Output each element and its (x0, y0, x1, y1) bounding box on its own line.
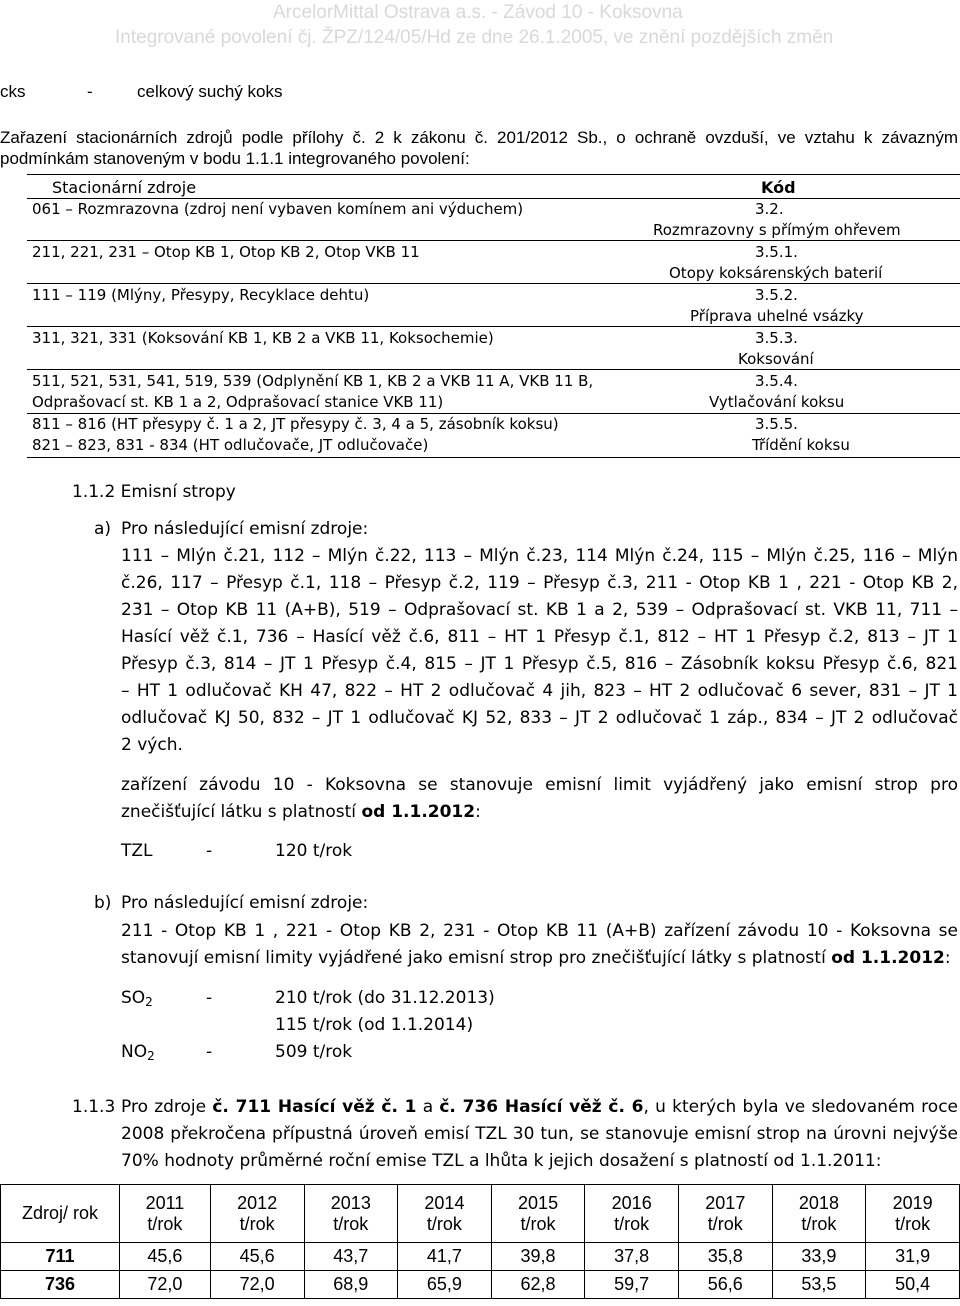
year-header: 2013 t/rok (304, 1185, 398, 1243)
source-row-5-label-1: 511, 521, 531, 541, 519, 539 (Odplynění KB 1, KB 2 a VKB 11 A, VKB 11 B, (32, 372, 594, 390)
value-cell: 45,6 (120, 1243, 211, 1271)
source-row-6-label-1: 811 – 816 (HT přesypy č. 1 a 2, JT přesypy č. 3, 4 a 5, zásobník koksu) (32, 415, 559, 433)
item-a-line: Přesyp č.3, 814 – JT 1 Přesyp č.4, 815 – JT 1 Přesyp č.5, 816 – Zásobník koksu Přesyp č.6, 821 (121, 654, 958, 674)
emission-table-header-row (1, 1185, 960, 1243)
emission-table-row (1, 1243, 960, 1271)
item-b-line-2 (121, 948, 951, 968)
source-row-4-desc: Koksování (738, 350, 814, 368)
year-header: 2015 t/rok (491, 1185, 585, 1243)
value-cell: 53,5 (772, 1271, 866, 1299)
section-113-line-2: 2008 překročena přípustná úroveň emisí TZL 30 tun, se stanovuje emisní strop na úrovni nejvýše (121, 1124, 958, 1144)
value-cell: 31,9 (866, 1243, 960, 1271)
item-a-line: 111 – Mlýn č.21, 112 – Mlýn č.22, 113 – Mlýn č.23, 114 Mlýn č.24, 115 – Mlýn č.25, 116 – Mlýn (121, 546, 958, 566)
value-cell: 50,4 (866, 1271, 960, 1299)
value-cell: 35,8 (679, 1243, 773, 1271)
item-a-line: 231 – Otop KB 11 (A+B), 519 – Odprašovací st. KB 1 a 2, 539 – Odprašovací st. VKB 11, 711 – (121, 600, 958, 620)
abbr-dash: - (87, 82, 93, 101)
value-cell: 37,8 (585, 1243, 679, 1271)
year-header: 2017 t/rok (679, 1185, 773, 1243)
value-cell: 62,8 (491, 1271, 585, 1299)
emission-table (0, 1184, 960, 1299)
tzl-name: TZL (121, 841, 153, 861)
tzl-value: 120 t/rok (275, 841, 353, 861)
value-cell: 72,0 (210, 1271, 304, 1299)
intro-line-2: podmínkám stanoveným v bodu 1.1.1 integrovaného povolení: (0, 149, 470, 168)
source-row-6-desc: Třídění koksu (752, 436, 850, 454)
item-b-line-1: 211 - Otop KB 1 , 221 - Otop KB 2, 231 - Otop KB 11 (A+B) zařízení závodu 10 - Koksovna se (121, 921, 958, 941)
so2-dash: - (206, 988, 213, 1008)
source-row-5-label-2: Odprašovací st. KB 1 a 2, Odprašovací stanice VKB 11) (32, 393, 444, 411)
table-corner: Zdroj/ rok (1, 1185, 120, 1243)
section-112-heading: 1.1.2 Emisní stropy (72, 482, 236, 502)
value-cell: 68,9 (304, 1271, 398, 1299)
source-row-2-desc: Otopy koksárenských baterií (669, 264, 883, 282)
source-row-1-desc: Rozmrazovny s přímým ohřevem (653, 221, 901, 239)
item-a-limit-text: znečišťující látku s platností (121, 802, 362, 822)
tzl-dash: - (206, 841, 213, 861)
year-header: 2019 t/rok (866, 1185, 960, 1243)
no2-value: 509 t/rok (275, 1042, 353, 1062)
item-b-text: stanovují emisní limity vyjádřené jako emisní strop pro znečišťující látky s platností (121, 948, 832, 968)
item-a-last-line: 2 vých. (121, 735, 183, 755)
item-a-line: – HT 1 odlučovač KH 47, 822 – HT 2 odlučovač 4 jih, 823 – HT 2 odlučovač 6 sever, 831 – JT 1 (121, 681, 958, 701)
source-row-3-code: 3.5.2. (755, 286, 798, 304)
source-row-6-label-2: 821 – 823, 831 - 834 (HT odlučovače, JT odlučovače) (32, 436, 429, 454)
source-row-5-desc: Vytlačování koksu (709, 393, 845, 411)
value-cell: 65,9 (398, 1271, 492, 1299)
no2-name: $NO_2$ (121, 1042, 155, 1063)
source-cell: 711 (1, 1243, 120, 1271)
value-cell: 39,8 (491, 1243, 585, 1271)
intro-line-1: Zařazení stacionárních zdrojů podle přílohy č. 2 k zákonu č. 201/2012 Sb., o ochraně ovzduší, ve vztahu k závazným (0, 128, 958, 147)
item-b-label: b) (94, 893, 112, 913)
value-cell: 33,9 (772, 1243, 866, 1271)
item-a-label: a) (94, 519, 112, 539)
item-b-date: od 1.1.2012 (831, 948, 945, 968)
source-row-4-code: 3.5.3. (755, 329, 798, 347)
source-row-6-code: 3.5.5. (755, 415, 798, 433)
sources-header-right: Kód (761, 178, 796, 197)
abbr-code: cks (0, 82, 26, 101)
value-cell: 41,7 (398, 1243, 492, 1271)
so2-value-1: 210 t/rok (do 31.12.2013) (275, 988, 495, 1008)
header-line-2: Integrované povolení čj. ŽPZ/124/05/Hd ze dne 26.1.2005, ve znění pozdějších změn (115, 27, 834, 48)
source-row-2-code: 3.5.1. (755, 243, 798, 261)
value-cell: 56,6 (679, 1271, 773, 1299)
source-row-2-label: 211, 221, 231 – Otop KB 1, Otop KB 2, Otop VKB 11 (32, 243, 420, 261)
item-a-limit-line-1: zařízení závodu 10 - Koksovna se stanovuje emisní limit vyjádřený jako emisní strop pro (121, 775, 958, 795)
section-113-number: 1.1.3 (72, 1097, 116, 1117)
value-cell: 59,7 (585, 1271, 679, 1299)
source-row-5-code: 3.5.4. (755, 372, 798, 390)
header-line-1: ArcelorMittal Ostrava a.s. - Závod 10 - Koksovna (273, 2, 683, 23)
item-a-line: č.26, 117 – Přesyp č.1, 118 – Přesyp č.2, 119 – Přesyp č.3, 211 - Otop KB 1 , 221 - Otop KB 2, (121, 573, 958, 593)
so2-value-2: 115 t/rok (od 1.1.2014) (275, 1015, 474, 1035)
year-header: 2011 t/rok (120, 1185, 211, 1243)
section-113-line-1: Pro zdroje č. 711 Hasící věž č. 1 a č. 736 Hasící věž č. 6, u kterých byla ve sledovaném roce (121, 1097, 958, 1117)
value-cell: 72,0 (120, 1271, 211, 1299)
emission-table-row (1, 1271, 960, 1299)
item-a-line: Hasící věž č.1, 736 – Hasící věž č.6, 811 – HT 1 Přesyp č.1, 812 – HT 1 Přesyp č.2, 813 – JT 1 (121, 627, 958, 647)
item-a-limit-colon: : (475, 802, 481, 822)
section-113-line-3: 70% hodnoty průměrné roční emise TZL a lhůta k jejich dosažení s platností od 1.1.2011: (121, 1151, 882, 1171)
source-row-1-code: 3.2. (755, 200, 784, 218)
item-a-title: Pro následující emisní zdroje: (121, 519, 369, 539)
source-row-3-label: 111 – 119 (Mlýny, Přesypy, Recyklace dehtu) (32, 286, 370, 304)
item-a-limit-line-2 (121, 802, 481, 822)
year-header: 2012 t/rok (210, 1185, 304, 1243)
source-cell: 736 (1, 1271, 120, 1299)
source-row-1-label: 061 – Rozmrazovna (zdroj není vybaven komínem ani výduchem) (32, 200, 524, 218)
item-b-title: Pro následující emisní zdroje: (121, 893, 369, 913)
source-row-4-label: 311, 321, 331 (Koksování KB 1, KB 2 a VKB 11, Koksochemie) (32, 329, 494, 347)
item-b-colon: : (944, 948, 951, 968)
so2-name: $SO_2$ (121, 988, 153, 1009)
year-header: 2016 t/rok (585, 1185, 679, 1243)
sources-header-left: Stacionární zdroje (52, 178, 197, 197)
value-cell: 43,7 (304, 1243, 398, 1271)
value-cell: 45,6 (210, 1243, 304, 1271)
year-header: 2014 t/rok (398, 1185, 492, 1243)
source-row-3-desc: Příprava uhelné vsázky (690, 307, 864, 325)
abbr-meaning: celkový suchý koks (137, 82, 283, 101)
year-header: 2018 t/rok (772, 1185, 866, 1243)
item-a-limit-date: od 1.1.2012 (361, 802, 476, 822)
no2-dash: - (206, 1042, 213, 1062)
item-a-line: odlučovač KJ 50, 832 – JT 1 odlučovač KJ 52, 833 – JT 2 odlučovač 1 záp., 834 – JT 2 odlučovač (121, 708, 958, 728)
